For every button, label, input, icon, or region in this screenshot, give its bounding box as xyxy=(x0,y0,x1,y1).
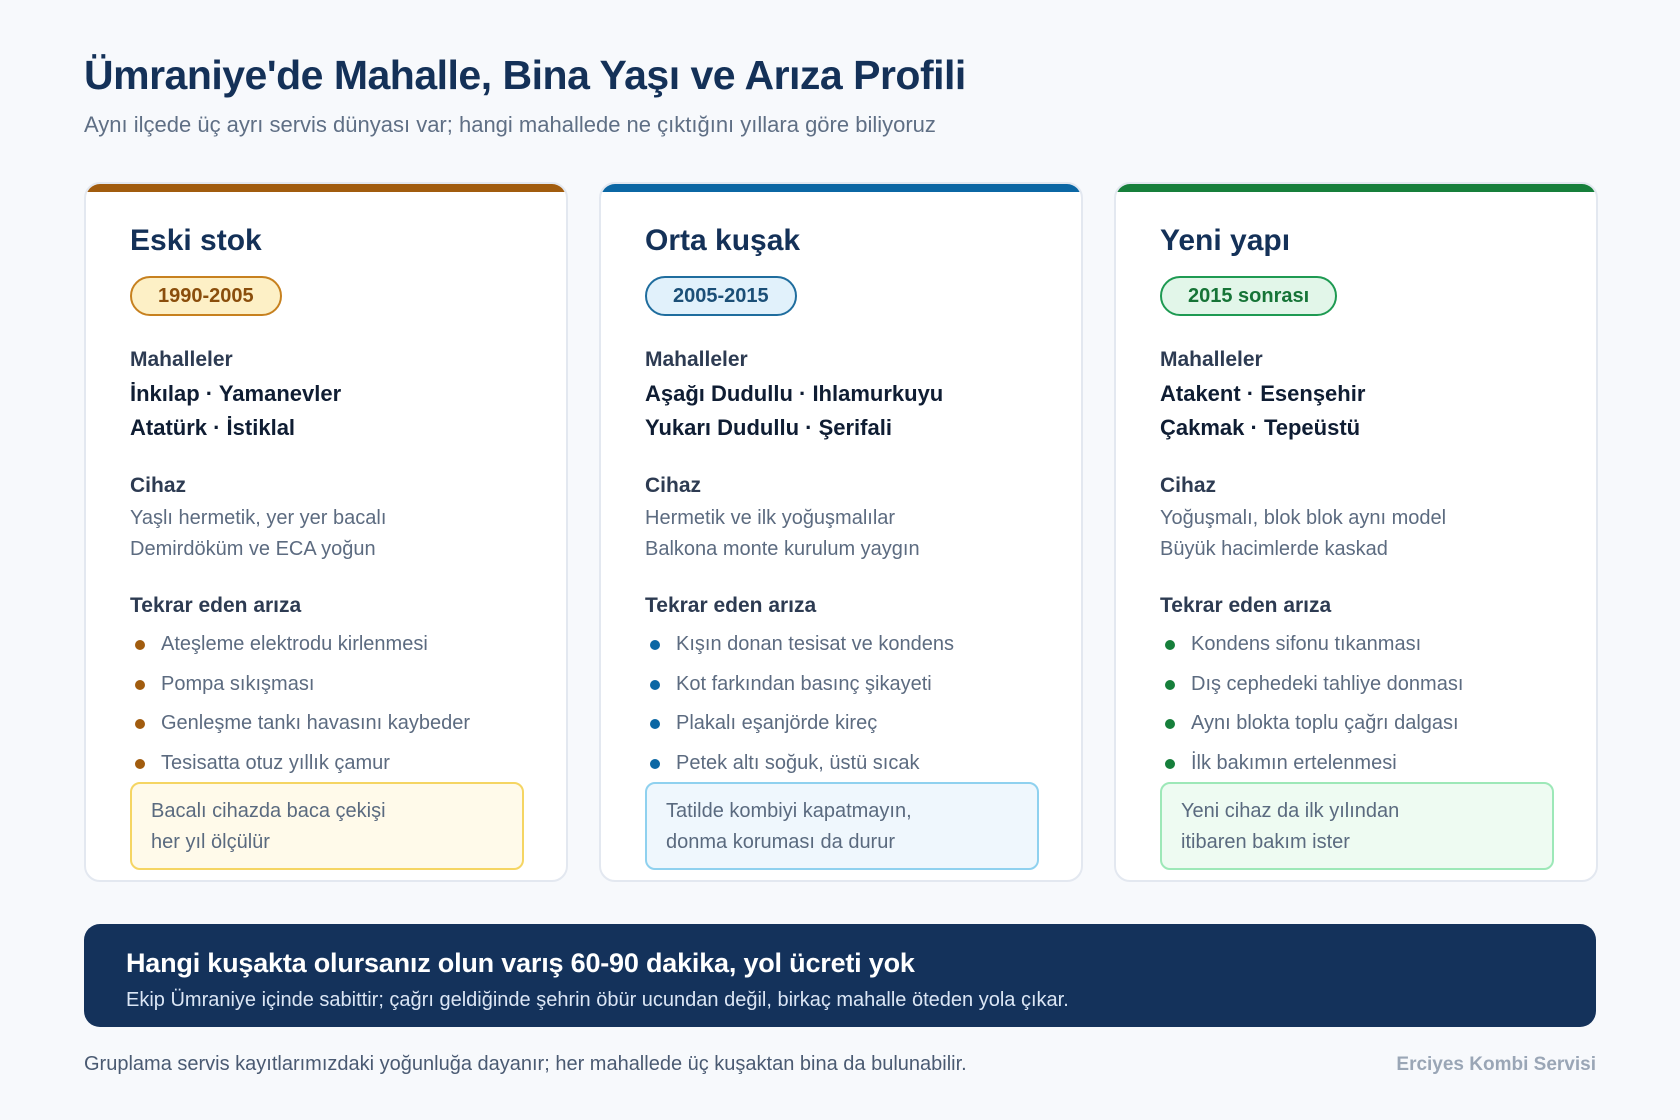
fault-list xyxy=(645,632,954,790)
neighborhoods-label: Mahalleler xyxy=(645,348,748,371)
footer-brand: Erciyes Kombi Servisi xyxy=(1396,1054,1596,1075)
neighborhoods-label: Mahalleler xyxy=(130,348,233,371)
bullet-dot-icon xyxy=(135,640,145,650)
device-label: Cihaz xyxy=(645,474,702,497)
bullet-dot-icon xyxy=(1165,719,1175,729)
bullet-dot-icon xyxy=(650,680,660,690)
card-middle-generation xyxy=(599,182,1083,882)
fault-item: Kot farkından basınç şikayeti xyxy=(645,672,954,712)
device-line: Büyük hacimlerde kaskad xyxy=(1160,538,1388,560)
card-accent-bar xyxy=(86,184,566,192)
neighborhoods-line: Atakent · Esenşehir xyxy=(1160,381,1366,406)
card-title: Orta kuşak xyxy=(645,224,801,257)
device-line: Hermetik ve ilk yoğuşmalılar xyxy=(645,507,896,529)
tip-note: Bacalı cihazda baca çekişi her yıl ölçülür xyxy=(130,782,524,870)
device-label: Cihaz xyxy=(1160,474,1217,497)
fault-item: Genleşme tankı havasını kaybeder xyxy=(130,711,470,751)
bullet-dot-icon xyxy=(1165,680,1175,690)
card-old-stock xyxy=(84,182,568,882)
faults-label: Tekrar eden arıza xyxy=(1160,594,1332,617)
device-label: Cihaz xyxy=(130,474,187,497)
period-badge: 2005-2015 xyxy=(645,276,797,316)
neighborhoods-line: Yukarı Dudullu · Şerifali xyxy=(645,415,892,440)
card-title: Yeni yapı xyxy=(1160,224,1291,257)
footer-note: Gruplama servis kayıtlarımızdaki yoğunluğa dayanır; her mahallede üç kuşaktan bina da bulunabilir. xyxy=(84,1053,967,1075)
fault-item: Ateşleme elektrodu kirlenmesi xyxy=(130,632,470,672)
bullet-dot-icon xyxy=(650,640,660,650)
page-title: Ümraniye'de Mahalle, Bina Yaşı ve Arıza Profili xyxy=(84,52,966,98)
bullet-dot-icon xyxy=(650,719,660,729)
bullet-dot-icon xyxy=(1165,759,1175,769)
fault-item: Aynı blokta toplu çağrı dalgası xyxy=(1160,711,1463,751)
device-line: Yaşlı hermetik, yer yer bacalı xyxy=(130,507,387,529)
card-new-build xyxy=(1114,182,1598,882)
period-badge: 2015 sonrası xyxy=(1160,276,1337,316)
card-accent-bar xyxy=(1116,184,1596,192)
fault-item: Pompa sıkışması xyxy=(130,672,470,712)
bullet-dot-icon xyxy=(135,759,145,769)
device-line: Demirdöküm ve ECA yoğun xyxy=(130,538,376,560)
neighborhoods-line: İnkılap · Yamanevler xyxy=(130,381,342,406)
tip-note: Tatilde kombiyi kapatmayın, donma koruması da durur xyxy=(645,782,1039,870)
page-subtitle: Aynı ilçede üç ayrı servis dünyası var; hangi mahallede ne çıktığını yıllara göre biliyoruz xyxy=(84,112,936,137)
tip-note: Yeni cihaz da ilk yılından itibaren bakım ister xyxy=(1160,782,1554,870)
fault-item: Plakalı eşanjörde kireç xyxy=(645,711,954,751)
fault-item: İlk bakımın ertelenmesi xyxy=(1160,751,1463,791)
neighborhoods-line: Aşağı Dudullu · Ihlamurkuyu xyxy=(645,381,944,406)
fault-item: Tesisatta otuz yıllık çamur xyxy=(130,751,470,791)
banner-title: Hangi kuşakta olursanız olun varış 60-90 dakika, yol ücreti yok xyxy=(126,948,915,978)
neighborhoods-line: Çakmak · Tepeüstü xyxy=(1160,415,1361,440)
fault-list xyxy=(130,632,470,790)
generation-cards xyxy=(84,182,1596,882)
device-line: Yoğuşmalı, blok blok aynı model xyxy=(1160,507,1447,529)
period-badge: 1990-2005 xyxy=(130,276,282,316)
faults-label: Tekrar eden arıza xyxy=(645,594,817,617)
neighborhoods-label: Mahalleler xyxy=(1160,348,1263,371)
fault-item: Kondens sifonu tıkanması xyxy=(1160,632,1463,672)
device-line: Balkona monte kurulum yaygın xyxy=(645,538,920,560)
bullet-dot-icon xyxy=(135,680,145,690)
bullet-dot-icon xyxy=(135,719,145,729)
fault-item: Petek altı soğuk, üstü sıcak xyxy=(645,751,954,791)
banner-text: Ekip Ümraniye içinde sabittir; çağrı geldiğinde şehrin öbür ucundan değil, birkaç mahalle öteden yola çıkar. xyxy=(126,989,1069,1011)
card-accent-bar xyxy=(601,184,1081,192)
card-title: Eski stok xyxy=(130,224,262,257)
fault-item: Kışın donan tesisat ve kondens xyxy=(645,632,954,672)
bullet-dot-icon xyxy=(650,759,660,769)
bullet-dot-icon xyxy=(1165,640,1175,650)
fault-list xyxy=(1160,632,1463,790)
faults-label: Tekrar eden arıza xyxy=(130,594,302,617)
arrival-banner xyxy=(84,924,1596,1027)
fault-item: Dış cephedeki tahliye donması xyxy=(1160,672,1463,712)
neighborhoods-line: Atatürk · İstiklal xyxy=(130,415,296,440)
